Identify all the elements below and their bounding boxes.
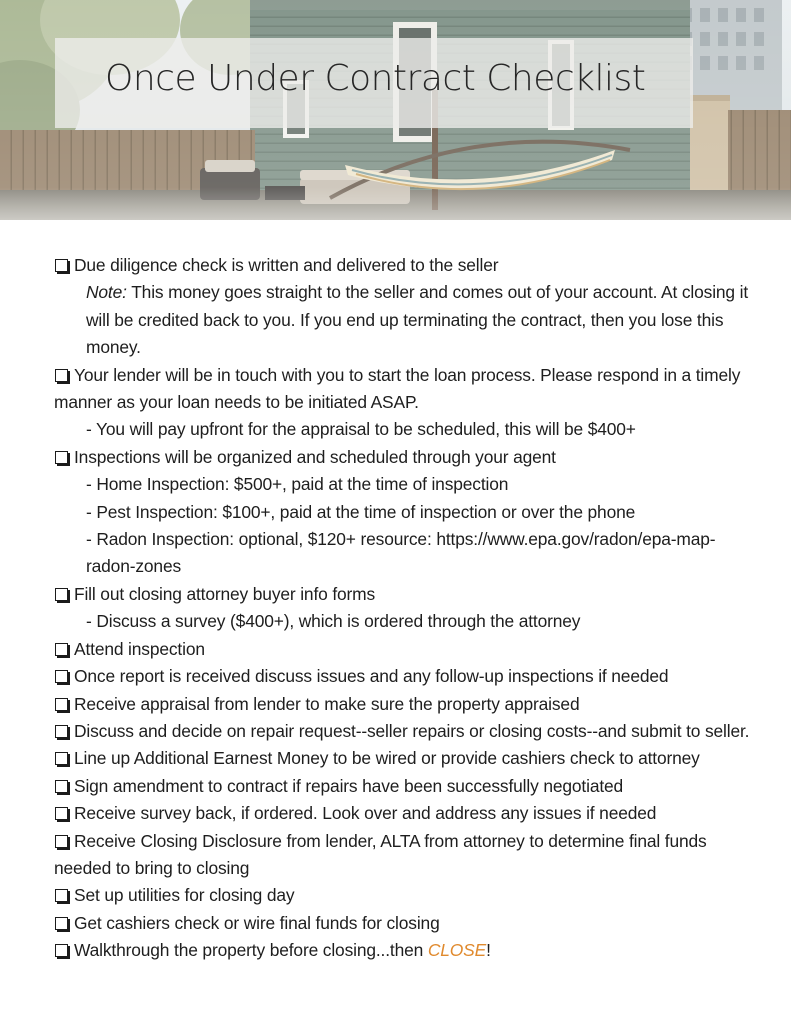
sub-item: - You will pay upfront for the appraisal to be scheduled, this will be $400+ (86, 419, 636, 440)
checkbox-icon[interactable] (55, 807, 68, 820)
checklist-item (54, 718, 754, 745)
checklist-item (54, 882, 754, 909)
checklist-item (54, 252, 754, 279)
item-text: Once report is received discuss issues and any follow-up inspections if needed (74, 666, 669, 687)
item-text: Receive appraisal from lender to make sure the property appraised (74, 693, 580, 714)
page-title: Once Under Contract Checklist (105, 58, 646, 99)
item-text: Inspections will be organized and scheduled through your agent (74, 446, 556, 467)
checkbox-icon[interactable] (55, 835, 68, 848)
item-text: Line up Additional Earnest Money to be wired or provide cashiers check to attorney (74, 748, 700, 769)
item-text: Due diligence check is written and delivered to the seller (74, 255, 499, 275)
checkbox-icon[interactable] (55, 643, 68, 656)
item-text: Receive survey back, if ordered. Look over and address any issues if needed (74, 803, 657, 824)
checklist-item (54, 828, 764, 883)
checkbox-icon[interactable] (55, 889, 68, 902)
note-text: This money goes straight to the seller and comes out of your account. At closing it will be credited back to you. If you end up terminating the contract, then you lose this money. (86, 282, 749, 358)
item-text: Fill out closing attorney buyer info forms (74, 583, 376, 604)
checkbox-icon[interactable] (55, 725, 68, 738)
sub-item: - Pest Inspection: $100+, paid at the time of inspection or over the phone (86, 501, 636, 522)
close-highlight: CLOSE (427, 940, 487, 961)
sub-item: - Discuss a survey ($400+), which is ordered through the attorney (86, 611, 581, 632)
checkbox-icon[interactable] (55, 451, 68, 464)
item-text: Walkthrough the property before closing...then (74, 940, 428, 961)
item-text: Sign amendment to contract if repairs have been successfully negotiated (74, 775, 624, 796)
checklist-item (54, 691, 754, 718)
item-text: Set up utilities for closing day (74, 885, 295, 906)
checklist-item (54, 636, 754, 663)
checklist-item (54, 663, 754, 690)
checkbox-icon[interactable] (55, 944, 68, 957)
item-text-end: ! (486, 940, 491, 961)
title-box (55, 38, 693, 128)
checkbox-icon[interactable] (55, 670, 68, 683)
item-text: Get cashiers check or wire final funds for closing (74, 912, 440, 933)
checklist-item (54, 910, 754, 937)
checklist-item (54, 581, 754, 608)
hero-banner (0, 0, 791, 220)
checklist-item (54, 444, 754, 471)
checklist-item (54, 745, 754, 772)
checkbox-icon[interactable] (55, 917, 68, 930)
checklist-item (54, 362, 754, 417)
checkbox-icon[interactable] (55, 752, 68, 765)
item-text: Discuss and decide on repair request--seller repairs or closing costs--and submit to seller. (74, 720, 750, 741)
note-label: Note: (86, 282, 127, 303)
item-text: Receive Closing Disclosure from lender, ALTA from attorney to determine final funds needed to bring to closing (54, 830, 707, 878)
checklist-item (54, 937, 754, 964)
checklist (54, 252, 754, 965)
checklist-item (54, 773, 754, 800)
sub-item: - Radon Inspection: optional, $120+ resource: https://www.epa.gov/radon/epa-map-radon-zones (86, 529, 716, 577)
checkbox-icon[interactable] (55, 259, 68, 272)
checklist-item (54, 800, 754, 827)
item-text: Your lender will be in touch with you to start the loan process. Please respond in a timely manner as your loan needs to be initiated ASAP. (54, 364, 741, 413)
checkbox-icon[interactable] (55, 588, 68, 601)
checkbox-icon[interactable] (55, 780, 68, 793)
note-block (54, 279, 756, 361)
checkbox-icon[interactable] (55, 698, 68, 711)
checkbox-icon[interactable] (55, 369, 68, 382)
sub-item: - Home Inspection: $500+, paid at the time of inspection (86, 474, 509, 495)
item-text: Attend inspection (74, 638, 205, 659)
